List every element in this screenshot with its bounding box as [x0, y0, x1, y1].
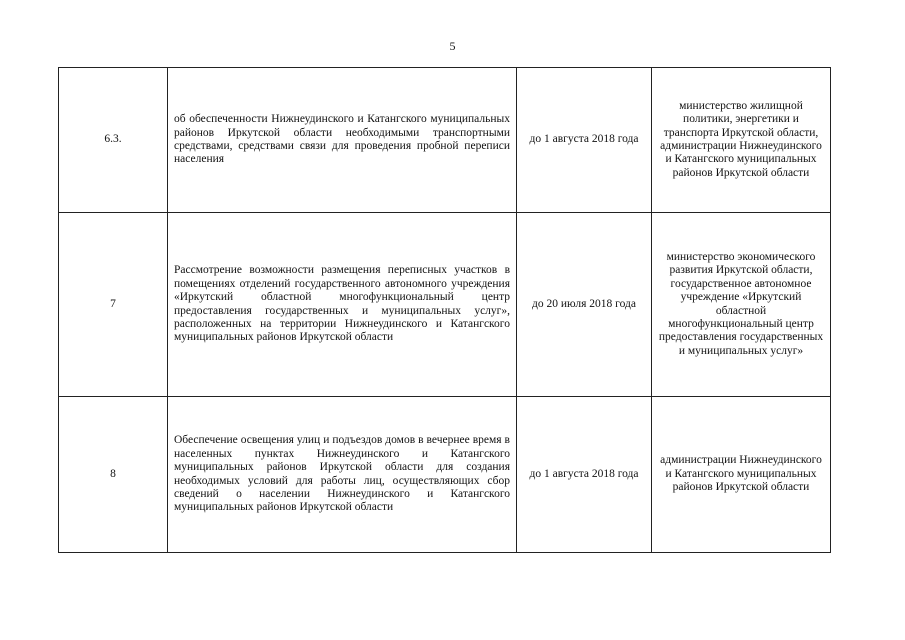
table-row [59, 213, 831, 397]
responsible-executor: администрации Нижнеудинского и Катангского муниципальных районов Иркутской области [652, 397, 831, 553]
item-number: 8 [59, 397, 168, 553]
table-row [59, 68, 831, 213]
measures-table [58, 67, 831, 553]
measure-description: об обеспеченности Нижнеудинского и Катангского муниципальных районов Иркутской области необходимыми транспортными средствами, средствами связи для проведения пробной переписи населения [168, 68, 517, 213]
responsible-executor: министерство экономического развития Иркутской области, государственное автономное учреждение «Иркутский областной многофункциональный центр предоставления государственных и муниципальных услуг» [652, 213, 831, 397]
item-number: 7 [59, 213, 168, 397]
deadline: до 1 августа 2018 года [517, 397, 652, 553]
measure-description: Обеспечение освещения улиц и подъездов домов в вечернее время в населенных пунктах Нижнеудинского и Катангского муниципальных районов Иркутской области для создания необходимых условий для работы лиц, осуществляющих сбор сведений о населении Нижнеудинского и Катангского муниципальных районов Иркутской области [168, 397, 517, 553]
page-number: 5 [449, 39, 456, 53]
measure-description: Рассмотрение возможности размещения переписных участков в помещениях отделений государственного автономного учреждения «Иркутский областной многофункциональный центр предоставления государственных и муниципальных услуг», расположенных на территории Нижнеудинского и Катангского муниципальных районов Иркутской области [168, 213, 517, 397]
deadline: до 1 августа 2018 года [517, 68, 652, 213]
table-row [59, 397, 831, 553]
item-number: 6.3. [59, 68, 168, 213]
responsible-executor: министерство жилищной политики, энергетики и транспорта Иркутской области, администрации Нижнеудинского и Катангского муниципальных районов Иркутской области [652, 68, 831, 213]
deadline: до 20 июля 2018 года [517, 213, 652, 397]
